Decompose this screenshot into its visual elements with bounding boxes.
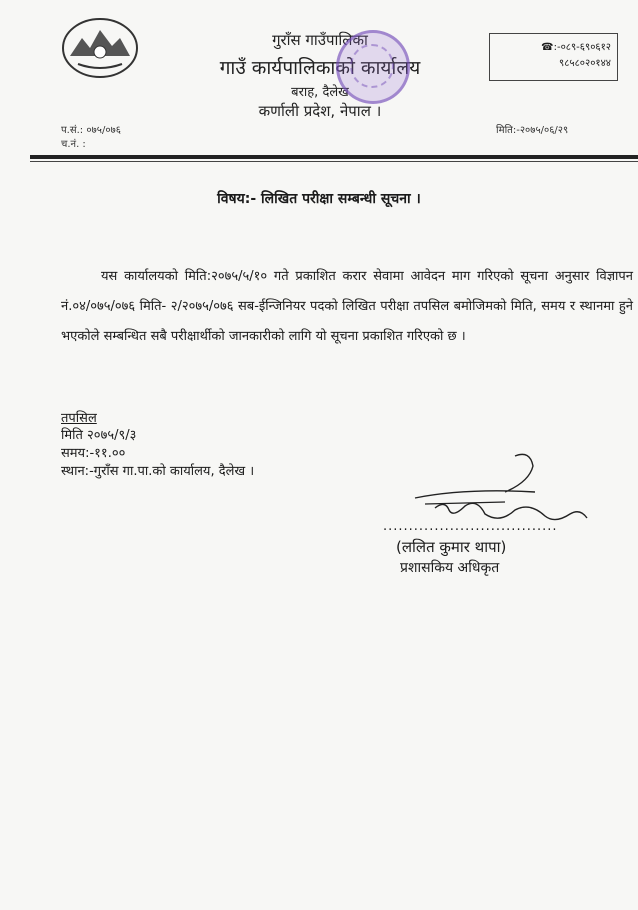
letter-date: मिति:-२०७५/०६/२९ bbox=[496, 125, 569, 136]
header-divider bbox=[30, 155, 638, 159]
office-stamp-inner bbox=[350, 44, 394, 88]
schedule-heading: तपसिल bbox=[61, 411, 97, 426]
schedule-time: समय:-११.०० bbox=[61, 446, 126, 461]
office-place: बराह, दैलेख bbox=[291, 85, 349, 100]
signatory-name: (ललित कुमार थापा) bbox=[396, 538, 507, 556]
contact-box bbox=[489, 33, 618, 81]
notice-subject: विषय:- लिखित परीक्षा सम्बन्धी सूचना । bbox=[217, 191, 421, 207]
signatory-designation: प्रशासकिय अधिकृत bbox=[400, 560, 500, 576]
schedule-date: मिति २०७५/९/३ bbox=[61, 428, 137, 443]
phone-icon: ☎ bbox=[541, 42, 554, 53]
phone-number-1: :-०८९-६९०६१२ bbox=[553, 42, 611, 53]
header-divider-thin bbox=[30, 161, 638, 162]
signature-line: .................................. bbox=[383, 519, 558, 534]
office-province: कर्णाली प्रदेश, नेपाल । bbox=[258, 102, 382, 120]
office-name: गाउँ कार्यपालिकाको कार्यालय bbox=[219, 57, 421, 79]
schedule-venue: स्थान:-गुराँस गा.पा.को कार्यालय, दैलेख । bbox=[61, 464, 255, 479]
dispatch-number: च.नं. : bbox=[61, 139, 86, 150]
nepal-emblem-icon bbox=[60, 16, 140, 80]
letter-number: प.सं.: ०७५/०७६ bbox=[61, 125, 121, 136]
notice-body: यस कार्यालयको मिति:२०७५/५/१० गते प्रकाशित करार सेवामा आवेदन माग गरिएको सूचना अनुसार विज्ञापन नं.०४/०७५/०७६ मिति- २/२०७५/०७६ सब-ईन्जिनियर पदको लिखित परीक्षा तपसिल बमोजिमको मिति, समय र स्थानमा हुने भएकोले सम्बन्धित सबै परीक्षार्थीको जानकारीको लागि यो सूचना प्रकाशित गरिएको छ । bbox=[61, 269, 633, 344]
phone-number-2: ९८५८०२०१४४ bbox=[559, 58, 611, 69]
municipality-name: गुराँस गाउँपालिका bbox=[272, 31, 368, 49]
